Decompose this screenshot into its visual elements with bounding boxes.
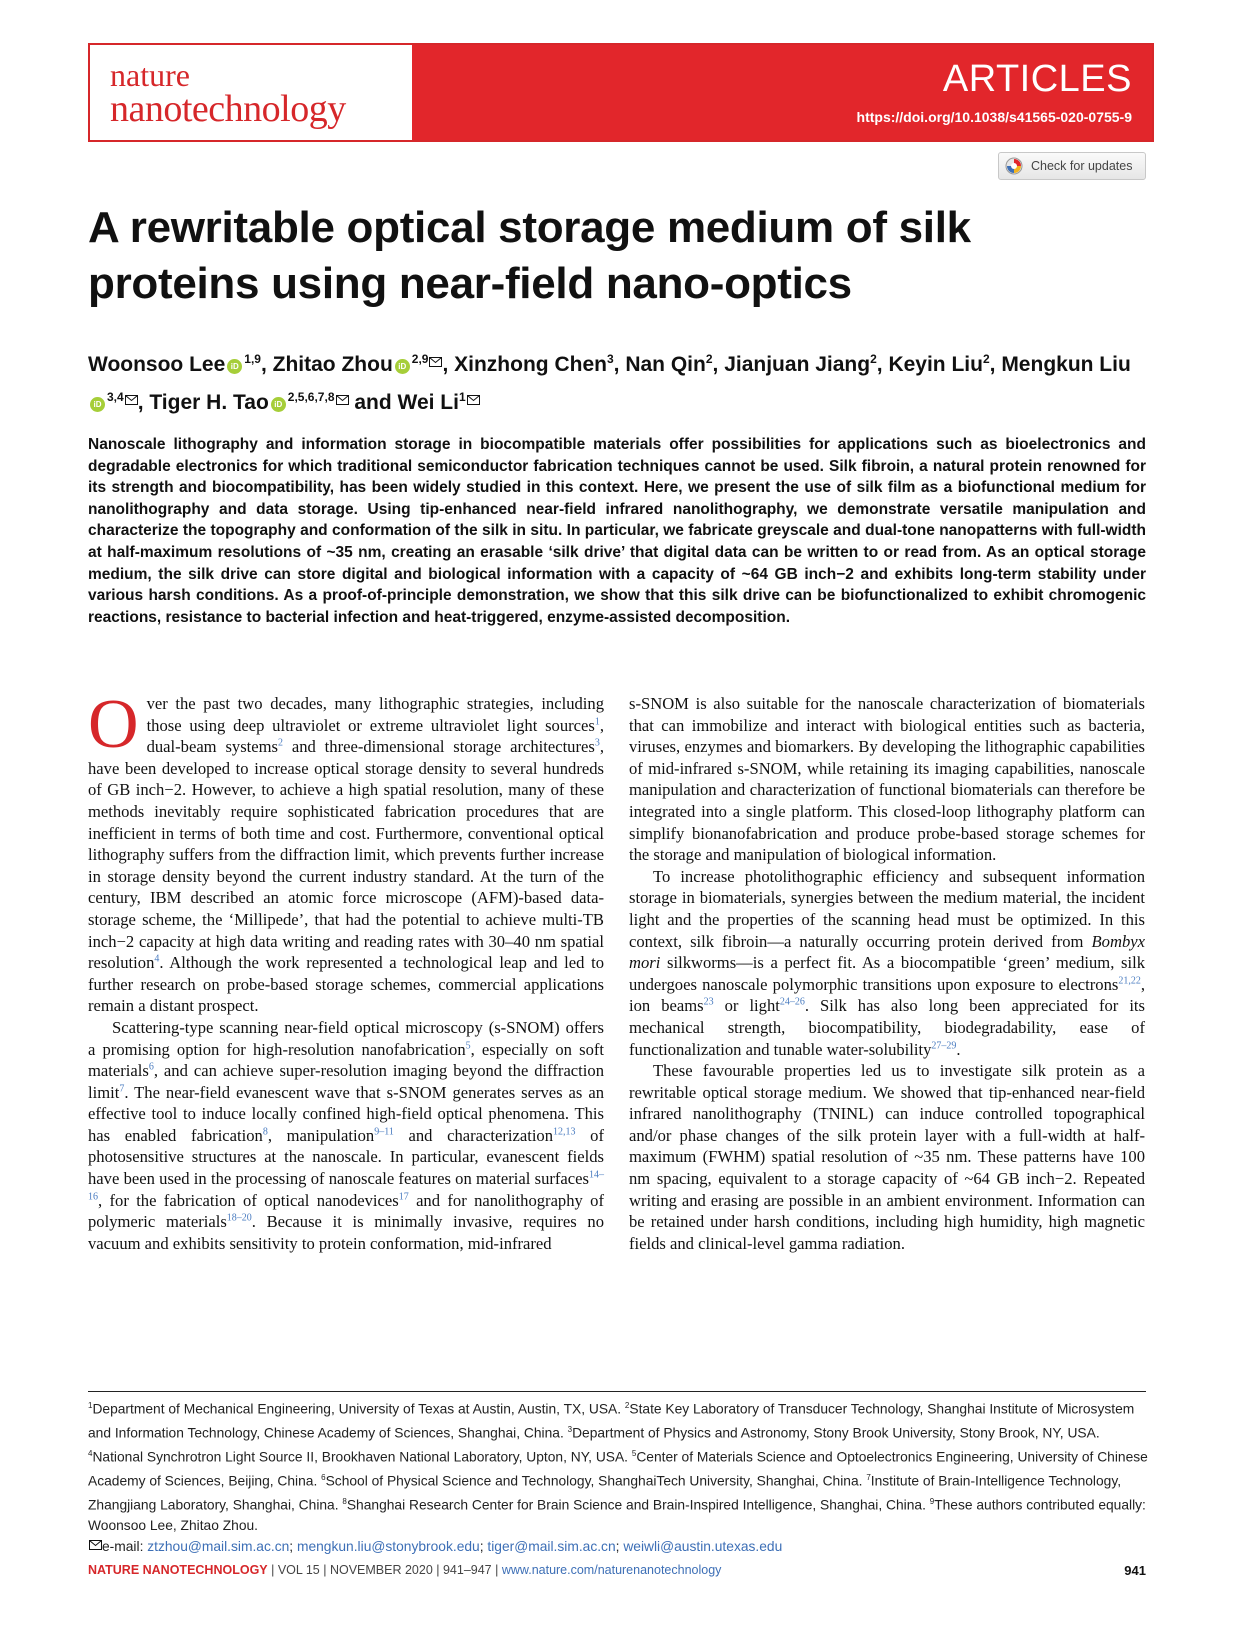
orcid-icon[interactable]: iD [227,359,242,374]
check-for-updates-label: Check for updates [1031,159,1133,173]
footer-issue-info: | VOL 15 | NOVEMBER 2020 | 941–947 | [267,1563,502,1577]
reference-citation[interactable]: 18–20 [226,1212,252,1224]
reference-citation[interactable]: 4 [154,953,160,965]
journal-logo[interactable] [90,45,412,140]
logo-line-2: nanotechnology [110,88,346,130]
author-name[interactable]: Mengkun Liu [1001,353,1131,376]
author-affiliation: 2,9 [411,352,429,366]
orcid-icon[interactable]: iD [395,359,410,374]
author-affiliation: 3 [606,352,614,366]
body-column-right [629,693,1145,1254]
author-name[interactable]: Nan Qin [625,353,706,376]
affiliation-text: Center of Materials Science and Optoelectronics Engineering, University of Chinese Academy of Sciences, Beijing, China. [88,1449,1148,1489]
affiliation-text: Department of Mechanical Engineering, University of Texas at Austin, Austin, TX, USA. [92,1401,625,1417]
reference-citation[interactable]: 3 [594,737,600,749]
affiliation-number: 7 [866,1473,871,1482]
reference-citation[interactable]: 8 [262,1126,268,1138]
footer-journal-name: NATURE NANOTECHNOLOGY [88,1563,268,1577]
author-name[interactable]: Wei Li [397,391,459,414]
affiliation-text: Institute of Brain-Intelligence Technology, Zhangjiang Laboratory, Shanghai, China. [88,1473,1122,1513]
author-name[interactable]: Keyin Liu [888,353,983,376]
email-link[interactable]: weiwli@austin.utexas.edu [623,1539,783,1555]
abstract: Nanoscale lithography and information storage in biocompatible materials offer possibilities for applications such as bioelectronics and degradable electronics for which traditional semiconductor fabrication techniques cannot be used. Silk fibroin, a natural protein renowned for its strength and biocompatibility, has been widely studied in this context. Here, we present the use of silk film as a biofunctional medium for nanolithography and data storage. Using tip-enhanced near-field infrared nanolithography, we demonstrate versatile manipulation and characterize the topography and conformation of the silk in situ. In particular, we fabricate greyscale and dual-tone nanopatterns with full-width at half-maximum resolutions of ~35 nm, creating an erasable ‘silk drive’ that digital data can be written to or read from. As an optical storage medium, the silk drive can store digital and biological information with a capacity of ~64 GB inch−2 and exhibits long-term stability under various harsh conditions. As a proof-of-principle demonstration, we show that this silk drive can be biofunctionalized to exhibit chromogenic reactions, resistance to bacterial infection and heat-triggered, enzyme-assisted decomposition. [88,436,1146,626]
author-name[interactable]: Woonsoo Lee [88,353,226,376]
affiliation-text: School of Physical Science and Technology, ShanghaiTech University, Shanghai, China. [325,1473,867,1489]
doi-link[interactable]: https://doi.org/10.1038/s41565-020-0755-9 [856,109,1132,125]
reference-citation[interactable]: 9–11 [374,1126,394,1138]
affiliation-number: 3 [567,1425,573,1434]
logo-line-1: nature [110,57,190,93]
email-label: e-mail: [102,1539,148,1555]
affiliation-text: Department of Physics and Astronomy, Stony Brook University, Stony Brook, NY, USA. [572,1425,1100,1441]
email-envelope-icon[interactable] [429,345,442,377]
author-name[interactable]: Tiger H. Tao [149,391,269,414]
orcid-icon[interactable]: iD [90,397,105,412]
italic-term: Bombyx mori [629,931,1145,973]
section-label: ARTICLES [942,58,1132,100]
affiliation-number: 1 [88,1401,93,1410]
author-affiliation: 2,5,6,7,8 [287,390,335,404]
crossmark-icon [1005,157,1023,175]
email-envelope-icon[interactable] [467,383,480,415]
email-link[interactable]: mengkun.liu@stonybrook.edu [296,1539,480,1555]
affiliation-text: Shanghai Research Center for Brain Science and Brain-Inspired Intelligence, Shanghai, China. [346,1497,930,1513]
header-red-bar [412,45,1152,140]
journal-header [88,43,1154,142]
check-for-updates-button[interactable] [998,152,1146,180]
author-affiliation: 2 [705,352,713,366]
affiliation-number: 6 [321,1473,326,1482]
reference-citation[interactable]: 7 [119,1083,125,1095]
reference-citation[interactable]: 23 [703,996,714,1008]
reference-citation[interactable]: 17 [398,1191,409,1203]
email-link[interactable]: tiger@mail.sim.ac.cn [487,1539,616,1555]
email-envelope-icon[interactable] [125,383,138,415]
reference-citation[interactable]: 5 [465,1039,471,1051]
author-affiliation: 2 [982,352,990,366]
author-affiliation: 1 [458,390,466,404]
body-column-left [88,686,605,1254]
author-list: Woonsoo Lee iD$^{1,9}$, Zhitao Zhou iD$^{2,9}$ , Xinzhong Chen$^3$, Nan Qin$^2$, Jianjuan Jiang$^2$, Keyin Liu$^2$, Mengkun LiuiD$^{3,4}$ , Tiger H. Tao iD$^{2,5,6,7,8}$ and Wei Li$^1$ [88,343,1148,419]
affiliation-text: National Synchrotron Light Source II, Brookhaven National Laboratory, Upton, NY, USA. [92,1449,632,1465]
reference-citation[interactable]: 1 [594,716,600,728]
email-envelope-icon[interactable] [89,1536,102,1556]
reference-citation[interactable]: 6 [148,1061,154,1073]
drop-cap: O [88,686,139,763]
body-paragraph: These favourable properties led us to investigate silk protein as a rewritable optical storage medium. We showed that tip-enhanced near-field infrared nanolithography (TNINL) can induce controlled topographical and/or phase changes of the silk protein layer with a full-width at half-maximum (FWHM) spatial resolution of ~35 nm. These patterns have 100 nm spacing, equivalent to a storage capacity of ~64 GB inch−2. Repeated writing and erasing are possible in an ambient environment. Information can be retained under harsh conditions, including high humidity, high magnetic fields and clinical-level gamma radiation. [629,1061,1145,1253]
author-name[interactable]: Jianjuan Jiang [724,353,871,376]
author-affiliation: 2 [870,352,877,366]
affiliation-text: These authors contributed equally: Woonsoo Lee, Zhitao Zhou. [88,1497,1146,1533]
reference-citation[interactable]: 21,22 [1118,975,1141,987]
reference-citation[interactable]: 14–16 [88,1169,604,1203]
author-name[interactable]: Xinzhong Chen [454,353,607,376]
affiliation-number: 4 [88,1449,93,1458]
author-affiliation: 3,4 [107,390,124,404]
page-footer [88,1563,1146,1577]
body-paragraph: s-SNOM is also suitable for the nanoscale characterization of biomaterials that can immobilize and interact with biological entities such as bacteria, viruses, enzymes and biomarkers. By developing the lithographic capabilities of mid-infrared s-SNOM, while retaining its imaging capabilities, nanoscale manipulation and characterization of functional biomaterials can therefore be integrated into a single platform. This closed-loop lithography platform can simplify bionanofabrication and produce probe-based storage schemes for the storage and manipulation of biological information. [629,694,1145,865]
affiliation-number: 8 [342,1497,347,1506]
affiliation-footnotes: $^1$Department of Mechanical Engineering, University of Texas at Austin, Austin, TX, USA. $^2$State Key Laboratory of Transducer Technology, Shanghai Institute of Microsystem and Information Technology, Chinese Academy of Sciences, Shanghai, China. $^3$Department of Physics and Astronomy, Stony Brook University, Stony Brook, NY, USA. $^4$National Synchrotron Light Source II, Brookhaven National Laboratory, Upton, NY, USA. $^5$Center of Materials Science and Optoelectronics Engineering, University of Chinese Academy of Sciences, Beijing, China. $^6$School of Physical Science and Technology, ShanghaiTech University, Shanghai, China. $^7$Institute of Brain-Intelligence Technology, Zhangjiang Laboratory, Shanghai, China. $^8$Shanghai Research Center for Brain Science and Brain-Inspired Intelligence, Shanghai, China. $^9$These authors contributed equally: Woonsoo Lee, Zhitao Zhou. e-mail: ztzhou@mail.sim.ac.cn; mengkun.liu@stonybrook.edu; tiger@mail.sim.ac.cn; weiwli@austin.utexas.edu [88,1396,1148,1558]
page-number: 941 [1124,1563,1146,1578]
body-paragraph: To increase photolithographic efficiency and subsequent information storage in biomaterials, synergies between the medium material, the incident light and the properties of the scanning head must be optimized. In this context, silk fibroin—a naturally occurring protein derived from Bombyx mori silkworms—is a perfect fit. As a biocompatible ‘green’ medium, silk undergoes nanoscale polymorphic transitions upon exposure to electrons$^{21,22}$, ion beams$^{23}$ or light$^{24-26}$. Silk has also long been appreciated for its mechanical strength, biocompatibility, biodegradability, ease of functionalization and tunable water-solubility$^{27-29}$. [629,866,1145,1059]
affiliation-number: 9 [929,1497,935,1506]
email-envelope-icon[interactable] [336,383,349,415]
footer-journal-url[interactable]: www.nature.com/naturenanotechnology [501,1563,722,1577]
body-paragraph: Scattering-type scanning near-field optical microscopy (s-SNOM) offers a promising option for high-resolution nanofabrication$^5$, especially on soft materials$^6$, and can achieve super-resolution imaging beyond the diffraction limit$^7$. The near-field evanescent wave that s-SNOM generates serves as an effective tool to induce locally confined high-field optical phenomena. This has enabled fabrication$^8$, manipulation$^{9-11}$ and characterization$^{12,13}$ of photosensitive structures at the nanoscale. In particular, evanescent fields have been used in the processing of nanoscale features on material surfaces$^{14-16}$, for the fabrication of optical nanodevices$^{17}$ and for nanolithography of polymeric materials$^{18-20}$. Because it is minimally invasive, requires no vacuum and exhibits sensitivity to protein conformation, mid-infrared [88,1017,605,1253]
email-link[interactable]: ztzhou@mail.sim.ac.cn [147,1539,290,1555]
affiliation-number: 5 [631,1449,637,1458]
reference-citation[interactable]: 24–26 [779,996,805,1008]
reference-citation[interactable]: 27–29 [931,1039,957,1051]
body-paragraph: Over the past two decades, many lithographic strategies, including those using deep ultraviolet or extreme ultraviolet light sources$^1$, dual-beam systems$^2$ and three-dimensional storage architectures$^3$, have been developed to increase optical storage density to several hundreds of GB inch−2. However, to achieve a high spatial resolution, many of these methods inevitably require sophisticated fabrication procedures that are inefficient in terms of both time and cost. Furthermore, conventional optical lithography suffers from the diffraction limit, which prevents further increase in storage density beyond the current industry standard. At the turn of the century, IBM described an atomic force microscope (AFM)-based data-storage scheme, the ‘Millipede’, that had the potential to achieve multi-TB inch−2 capacity at high data writing and reading rates with 30–40 nm spatial resolution$^4$. Although the work represented a technological leap and led to further research on probe-based storage schemes, commercial applications remain a distant prospect. [88,686,604,1016]
article-title: A rewritable optical storage medium of silk proteins using near-field nano-optics [88,203,971,308]
reference-citation[interactable]: 12,13 [553,1126,576,1138]
footnote-divider [88,1391,1146,1392]
author-affiliation: 1,9 [244,352,261,366]
reference-citation[interactable]: 2 [278,737,283,749]
affiliation-text: State Key Laboratory of Transducer Technology, Shanghai Institute of Microsystem and Information Technology, Chinese Academy of Sciences, Shanghai, China. [88,1401,1135,1441]
affiliation-number: 2 [624,1401,630,1410]
orcid-icon[interactable]: iD [271,397,286,412]
author-name[interactable]: Zhitao Zhou [272,353,393,376]
